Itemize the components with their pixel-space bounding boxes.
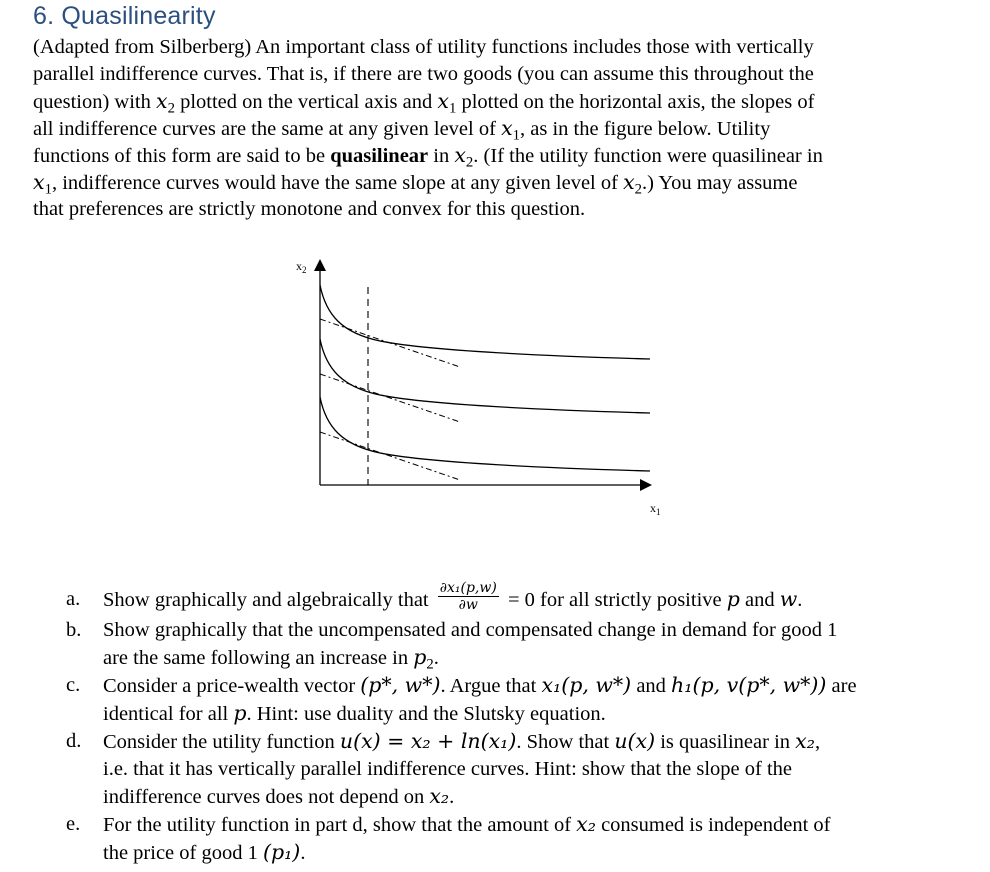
intro-line-1: (Adapted from Silberberg) An important class of utility functions includes those with vertically [33, 36, 814, 58]
question-a: a. Show graphically and algebraically that $\frac{\text{∂x₁(p,w)}}{\partial w}$ = 0 for all strictly positive p and w. [66, 580, 803, 613]
x-axis-label: $x_1$ [650, 501, 661, 517]
indifference-curve-3 [320, 397, 650, 471]
quasilinear-term: quasilinear [330, 145, 429, 167]
intro-line-5: functions of this form are said to be quasilinear in $x_2$. (If the utility function were quasilinear in [33, 143, 823, 171]
question-a-label: a. [66, 588, 81, 610]
y-axis-label: $x_2$ [296, 259, 307, 275]
x-axis-arrow [640, 479, 652, 491]
intro-paragraph [33, 34, 933, 223]
question-d: d. Consider the utility function u(x) = x₂ + ln(x₁). Show that u(x) is quasilinear in x₂, i.e. that it has vertically parallel indifference curves. Hint: show that the slope of the indifference curves does not depend on x₂. [66, 729, 821, 808]
section-heading: 6. Quasilinearity [33, 2, 216, 30]
intro-line-3: question) with $x_2$ plotted on the vertical axis and $x_1$ plotted on the horizontal axis, the slopes of [33, 89, 815, 117]
y-axis-arrow [314, 259, 326, 271]
question-e: e. For the utility function in part d, show that the amount of x₂ consumed is independent of the price of good 1 (p₁). [66, 812, 831, 864]
question-d-label: d. [66, 730, 82, 752]
question-c-label: c. [66, 674, 81, 696]
indifference-curves-svg [290, 255, 680, 525]
tangent-line-2 [320, 374, 460, 422]
question-b: b. Show graphically that the uncompensated and compensated change in demand for good 1 are the same following an increase in $p_2$. [66, 619, 838, 673]
tangent-line-1 [320, 319, 460, 367]
question-c: c. Consider a price-wealth vector (p*, w*). Argue that x₁(p, w*) and h₁(p, v(p*, w*)) are identical for all p. Hint: use duality and the Slutsky equation. [66, 673, 857, 725]
partial-derivative-fraction: $\frac{\text{∂x₁(p,w)}}{\partial w}$ [439, 580, 497, 613]
question-list [63, 580, 857, 867]
question-e-label: e. [66, 813, 81, 835]
indifference-curve-1 [320, 285, 650, 359]
intro-line-7: that preferences are strictly monotone and convex for this question. [33, 198, 586, 220]
question-b-label: b. [66, 619, 82, 641]
indifference-curve-figure [290, 255, 680, 530]
intro-line-6: $x_1$, indifference curves would have the same slope at any given level of $x_2$.) You may assume [33, 170, 798, 198]
tangent-line-3 [320, 432, 460, 480]
intro-line-2: parallel indifference curves. That is, if there are two goods (you can assume this throughout the [33, 63, 814, 85]
intro-line-4: all indifference curves are the same at any given level of $x_1$, as in the figure below. Utility [33, 116, 771, 144]
indifference-curve-2 [320, 339, 650, 413]
